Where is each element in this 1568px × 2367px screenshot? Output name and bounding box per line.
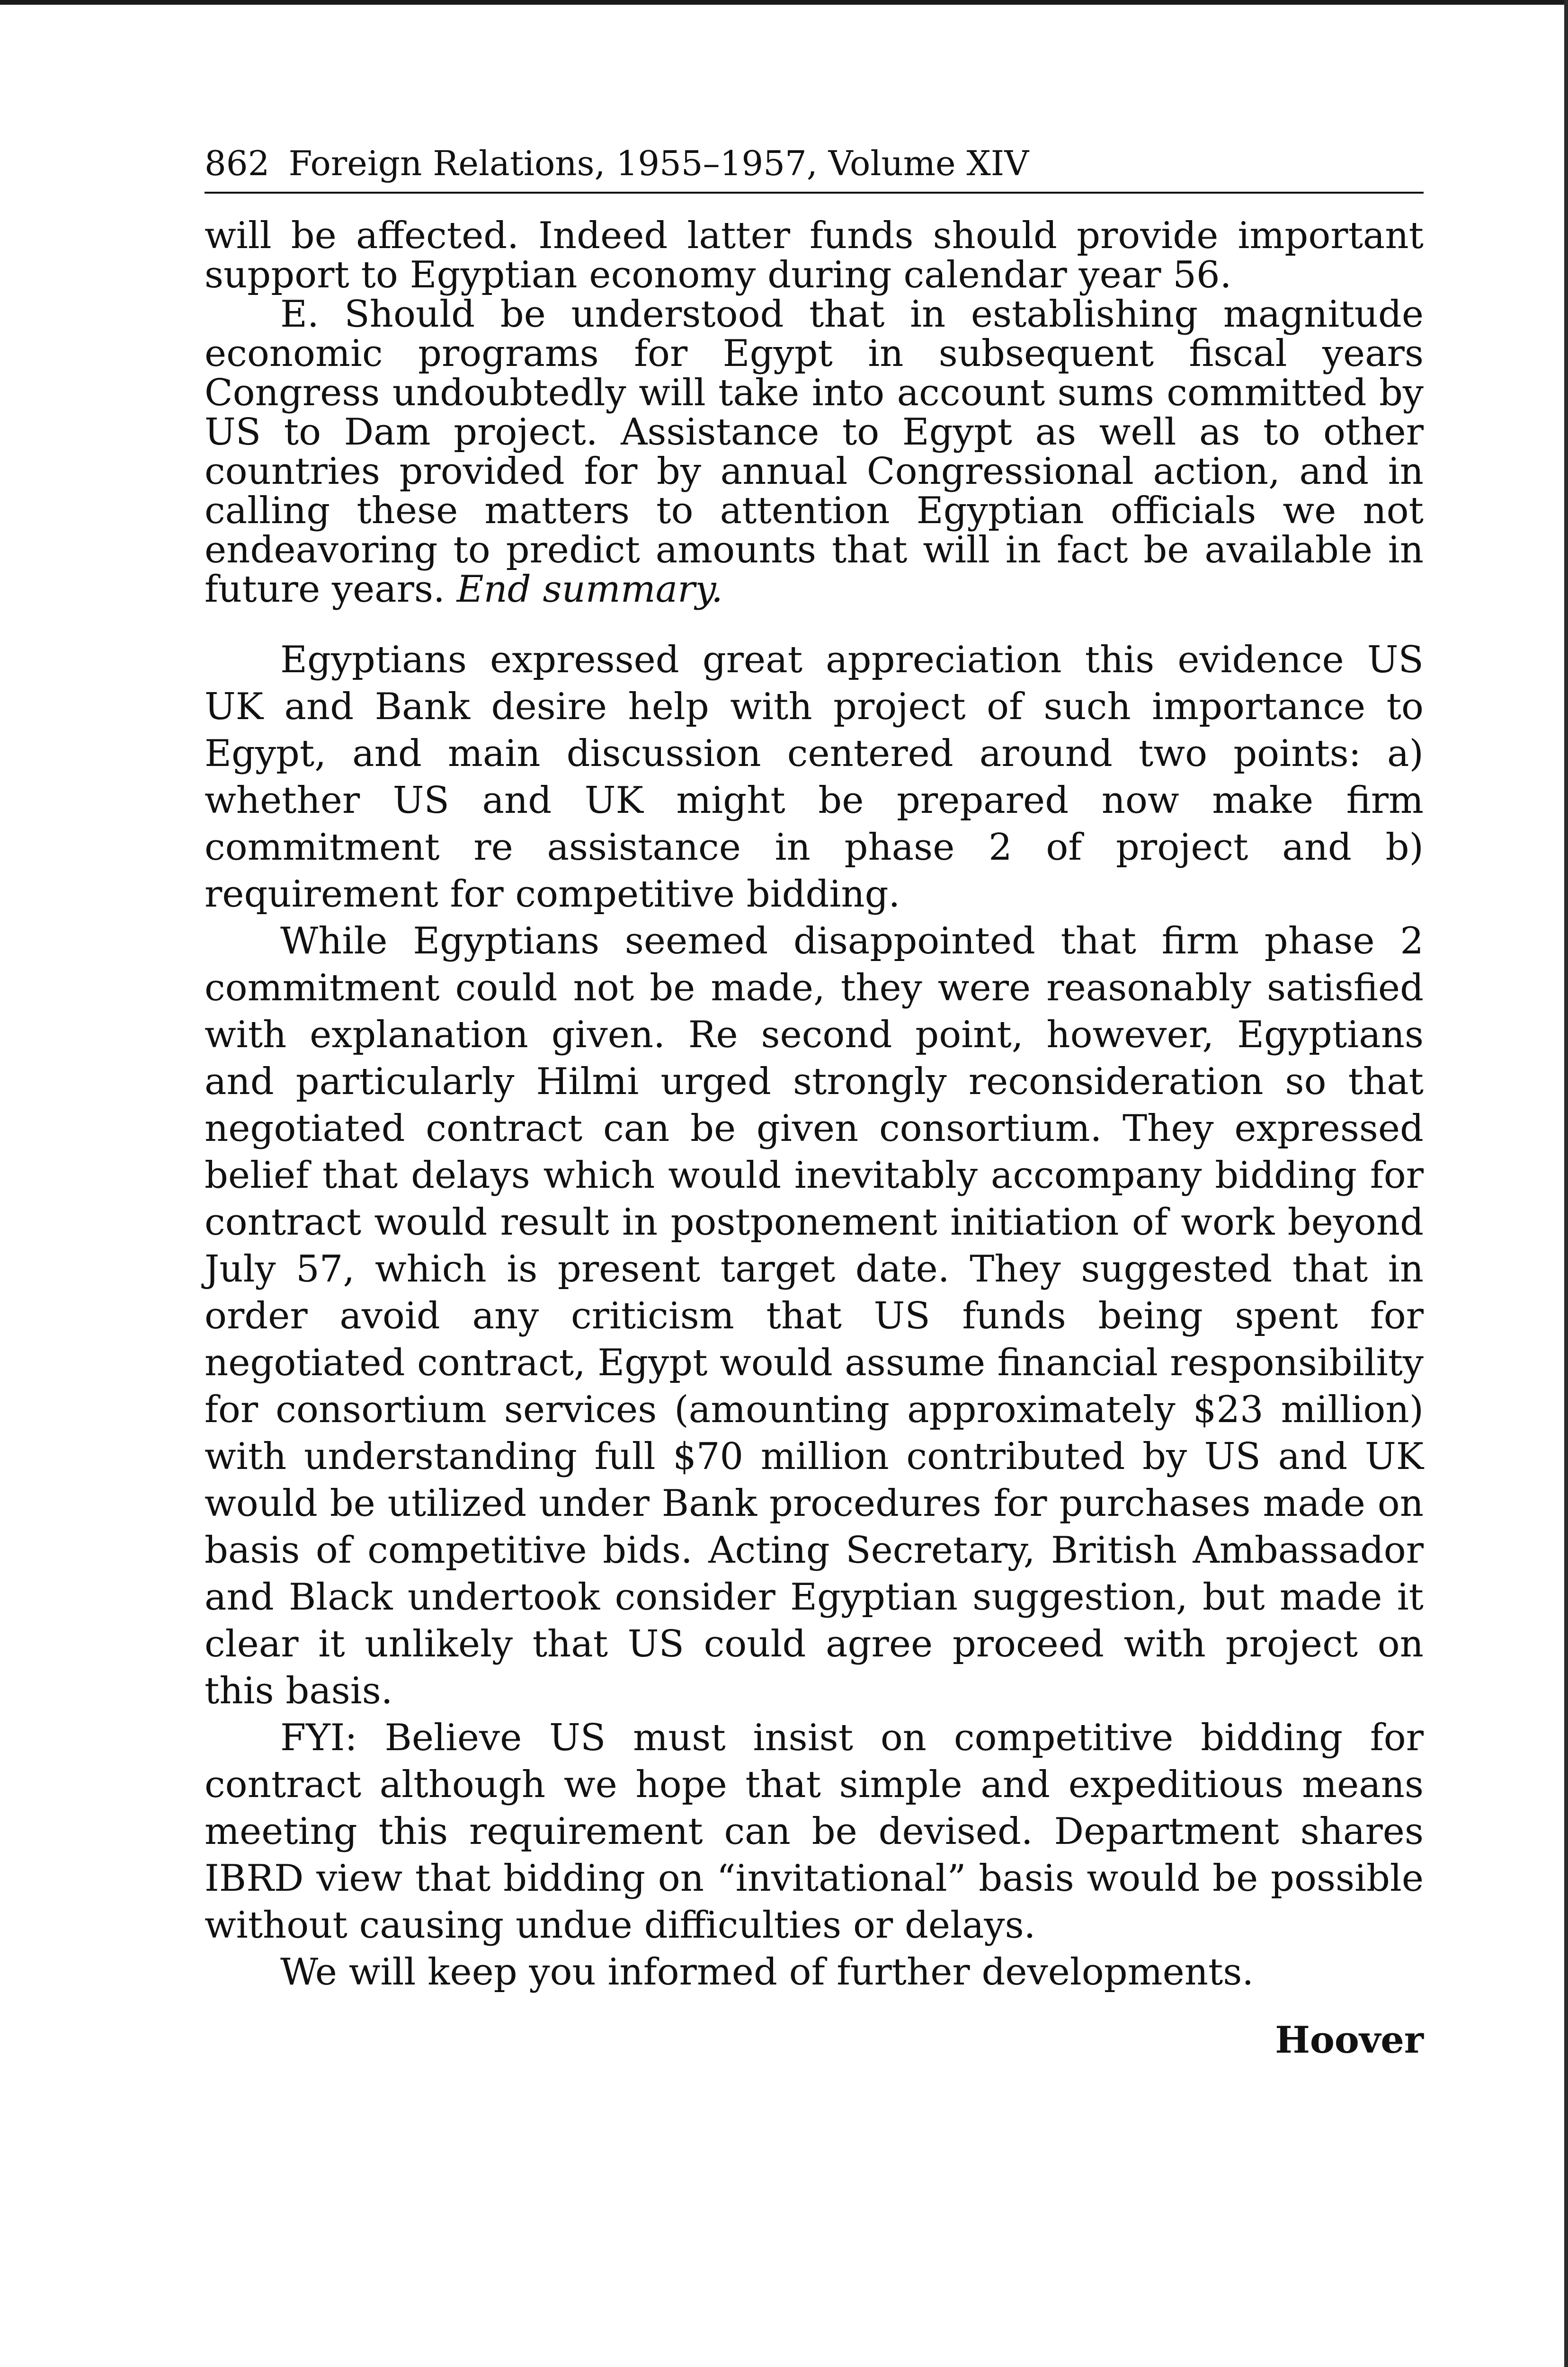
page-edge-top <box>0 0 1568 5</box>
summary-point-e <box>205 295 1424 609</box>
body-paragraph-3: FYI: Believe US must insist on competitive bidding for contract although we hope that simple and expeditious means meeting this requirement can be devised. Department shares IBRD view that bidding on “invitational” basis would be possible without causing undue difficulties or delays. <box>205 1717 1424 1947</box>
page-edge-right <box>1564 0 1568 2367</box>
end-summary-marker: End summary. <box>456 568 723 611</box>
signature: Hoover <box>1275 2019 1424 2062</box>
document-page <box>205 140 1424 2064</box>
running-header <box>205 140 1424 194</box>
body-paragraph-1: Egyptians expressed great appreciation this evidence US UK and Bank desire help with project of such importance to Egypt, and main discussion centered around two points: a) whether US and UK might be prepared now make firm commitment re assistance in phase 2 of project and b) requirement for competitive bidding. <box>205 639 1424 916</box>
body-paragraph-2: While Egyptians seemed disappointed that firm phase 2 commitment could not be made, they were reasonably satisfied with explanation given. Re second point, however, Egyptians and particularly Hilmi urged strongly reconsideration so that negotiated contract can be given consortium. They expressed belief that delays which would inevitably accompany bidding for contract would result in postponement initiation of work beyond July 57, which is present target date. They suggested that in order avoid any criticism that US funds being spent for negotiated contract, Egypt would assume financial responsibility for consortium services (amounting approximately $23 million) with understanding full $70 million contributed by US and UK would be utilized under Bank procedures for purchases made on basis of competitive bids. Acting Secretary, British Ambassador and Black undertook consider Egyptian suggestion, but made it clear it unlikely that US could agree proceed with project on this basis. <box>205 920 1424 1712</box>
summary-point-e-text: E. Should be understood that in establishing magnitude economic programs for Egypt in subsequent fiscal years Congress undoubtedly will take into account sums committed by US to Dam project. Assistance to Egypt as well as to other countries provided for by annual Congressional action, and in calling these matters to attention Egyptian officials we not endeavoring to predict amounts that will in fact be available in future years. <box>205 293 1424 611</box>
running-title: Foreign Relations, 1955–1957, Volume XIV <box>288 143 1029 183</box>
summary-continuation: will be affected. Indeed latter funds should provide important support to Egyptian economy during calendar year 56. <box>205 214 1424 296</box>
body-paragraph-4: We will keep you informed of further developments. <box>280 1951 1254 1993</box>
summary-block <box>205 216 1424 609</box>
page-number: 862 <box>205 143 270 183</box>
telegram-body <box>205 637 1424 1996</box>
